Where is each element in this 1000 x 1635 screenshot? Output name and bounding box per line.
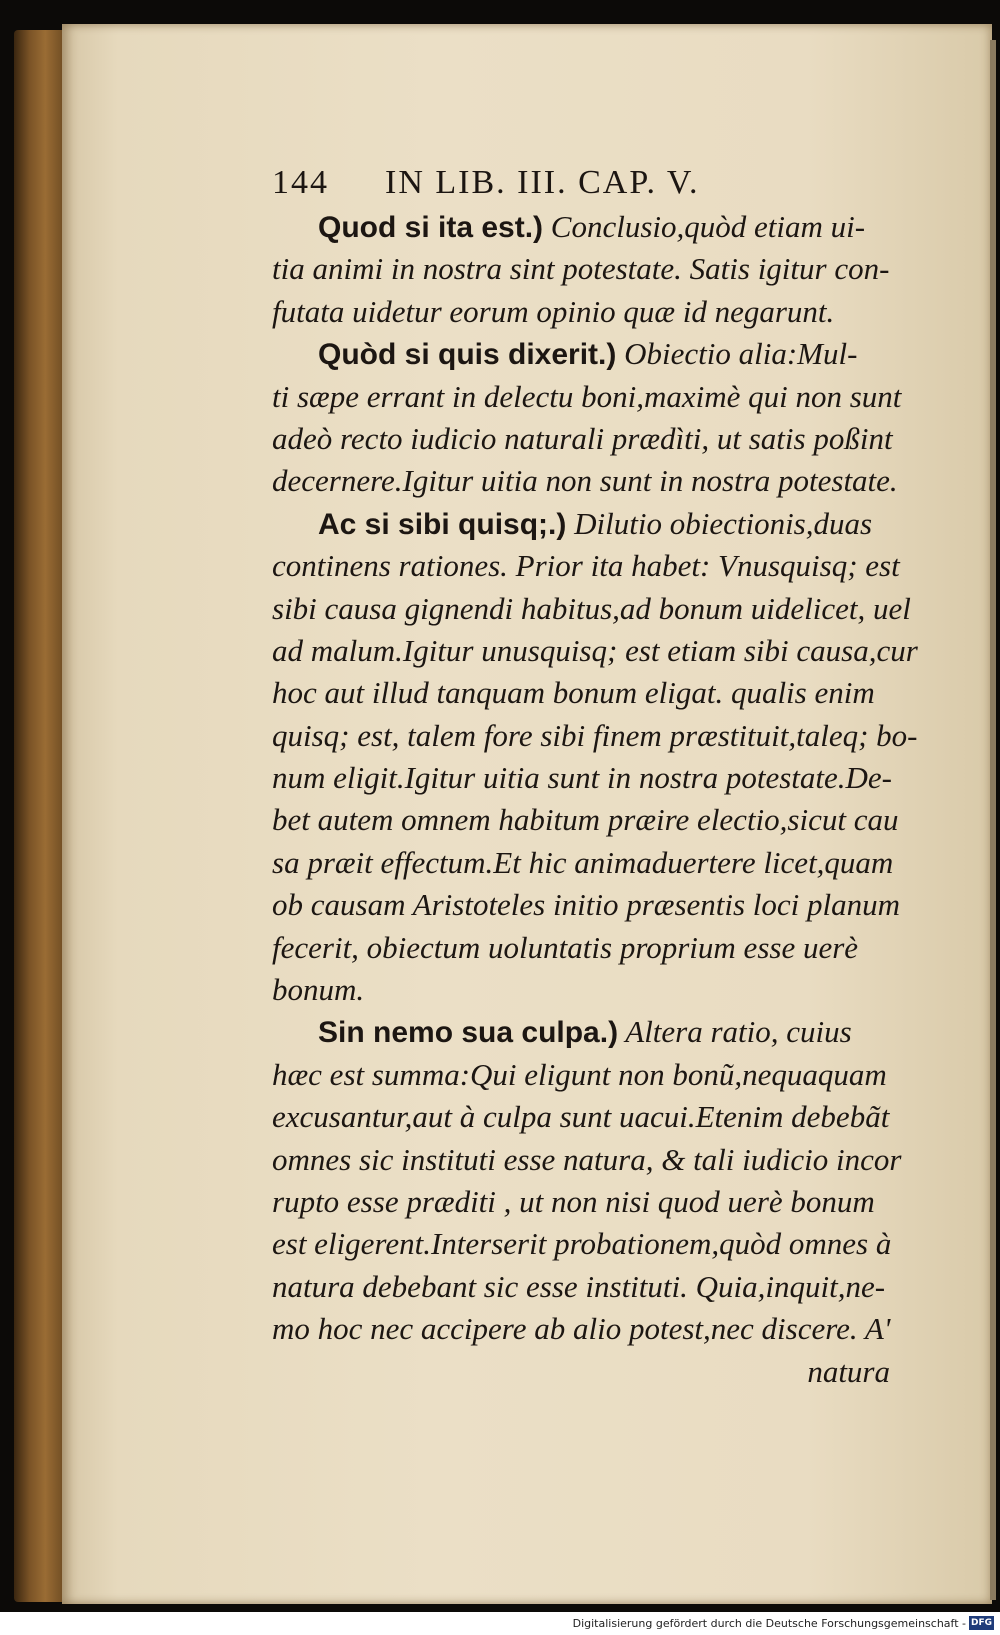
text-line bbox=[272, 376, 934, 418]
lemma: Sin nemo sua culpa.) bbox=[318, 1016, 619, 1050]
line-text: bonum. bbox=[272, 972, 365, 1008]
text-line bbox=[272, 418, 934, 460]
line-text: futata uidetur eorum opinio quæ id negarunt. bbox=[272, 293, 835, 329]
text-line bbox=[272, 1011, 934, 1053]
text-line bbox=[272, 799, 934, 841]
page-text-block bbox=[272, 160, 934, 1393]
text-line bbox=[272, 757, 934, 799]
text-line bbox=[272, 672, 934, 714]
line-text: num eligit.Igitur uitia sunt in nostra potestate.De- bbox=[272, 760, 892, 796]
text-line bbox=[272, 1139, 934, 1181]
text-line bbox=[272, 545, 934, 587]
line-text: ad malum.Igitur unusquisq; est etiam sibi causa,cur bbox=[272, 632, 918, 668]
line-text: est eligerent.Interserit probationem,quòd omnes à bbox=[272, 1226, 892, 1262]
line-text: quisq; est, talem fore sibi finem præstituit,taleq; bo- bbox=[272, 717, 918, 753]
line-text: Conclusio,quòd etiam ui- bbox=[543, 209, 866, 244]
line-text: ob causam Aristoteles initio præsentis loci planum bbox=[272, 887, 901, 923]
text-line bbox=[272, 1181, 934, 1223]
lemma: Quòd si quis dixerit.) bbox=[318, 338, 617, 372]
text-line bbox=[272, 588, 934, 630]
line-text: sa præit effectum.Et hic animaduertere licet,quam bbox=[272, 844, 894, 880]
text-line bbox=[272, 884, 934, 926]
text-line bbox=[272, 715, 934, 757]
text-line bbox=[272, 1223, 934, 1265]
line-text: hæc est summa:Qui eligunt non bonũ,nequaquam bbox=[272, 1056, 887, 1092]
text-lines bbox=[272, 206, 934, 1351]
line-text: Dilutio obiectionis,duas bbox=[566, 505, 873, 541]
page-right-edge bbox=[990, 40, 996, 1600]
text-line bbox=[272, 1266, 934, 1308]
footer-credit: Digitalisierung gefördert durch die Deutsche Forschungsgemeinschaft - bbox=[572, 1617, 966, 1630]
line-text: excusantur,aut à culpa sunt uacui.Etenim debebãt bbox=[272, 1099, 890, 1135]
lemma: Quod si ita est.) bbox=[318, 211, 544, 244]
line-text: hoc aut illud tanquam bonum eligat. qualis enim bbox=[272, 675, 875, 711]
line-text: fecerit, obiectum uoluntatis proprium esse uerè bbox=[272, 929, 859, 965]
text-line bbox=[272, 333, 934, 375]
line-text: tia animi in nostra sint potestate. Satis igitur con- bbox=[272, 251, 890, 287]
line-text: decernere.Igitur uitia non sunt in nostra potestate. bbox=[272, 463, 898, 499]
text-line bbox=[272, 291, 934, 333]
text-line bbox=[272, 1096, 934, 1138]
dfg-logo: DFG bbox=[970, 1618, 992, 1628]
line-text: bet autem omnem habitum præire electio,sicut cau bbox=[272, 802, 899, 838]
text-line bbox=[272, 248, 934, 290]
line-text: Altera ratio, cuius bbox=[618, 1014, 852, 1050]
text-line bbox=[272, 969, 934, 1011]
text-line bbox=[272, 842, 934, 884]
text-line bbox=[272, 630, 934, 672]
text-line bbox=[272, 927, 934, 969]
line-text: sibi causa gignendi habitus,ad bonum uidelicet, uel bbox=[272, 590, 911, 626]
line-text: rupto esse præditi , ut non nisi quod uerè bonum bbox=[272, 1183, 875, 1219]
running-title: IN LIB. III. CAP. V. bbox=[385, 164, 700, 201]
page-number: 144 bbox=[272, 164, 329, 201]
running-head bbox=[272, 160, 934, 206]
text-line bbox=[272, 1054, 934, 1096]
line-text: ti sæpe errant in delectu boni,maximè qui non sunt bbox=[272, 378, 902, 414]
line-text: omnes sic instituti esse natura, & tali iudicio incor bbox=[272, 1141, 902, 1177]
text-line bbox=[272, 503, 934, 545]
line-text: Obiectio alia:Mul- bbox=[616, 336, 858, 372]
line-text: mo hoc nec accipere ab alio potest,nec discere. A' bbox=[272, 1311, 891, 1347]
text-line bbox=[272, 460, 934, 502]
catchword: natura bbox=[807, 1353, 890, 1389]
line-text: natura debebant sic esse instituti. Quia,inquit,ne- bbox=[272, 1268, 886, 1304]
line-text: continens rationes. Prior ita habet: Vnusquisq; est bbox=[272, 548, 900, 584]
text-line bbox=[272, 1308, 934, 1350]
lemma: Ac si sibi quisq;.) bbox=[318, 507, 567, 541]
line-text: adeò recto iudicio naturali prædìti, ut satis poßint bbox=[272, 420, 893, 456]
book-spine-edge bbox=[14, 30, 66, 1602]
text-line bbox=[272, 206, 934, 248]
